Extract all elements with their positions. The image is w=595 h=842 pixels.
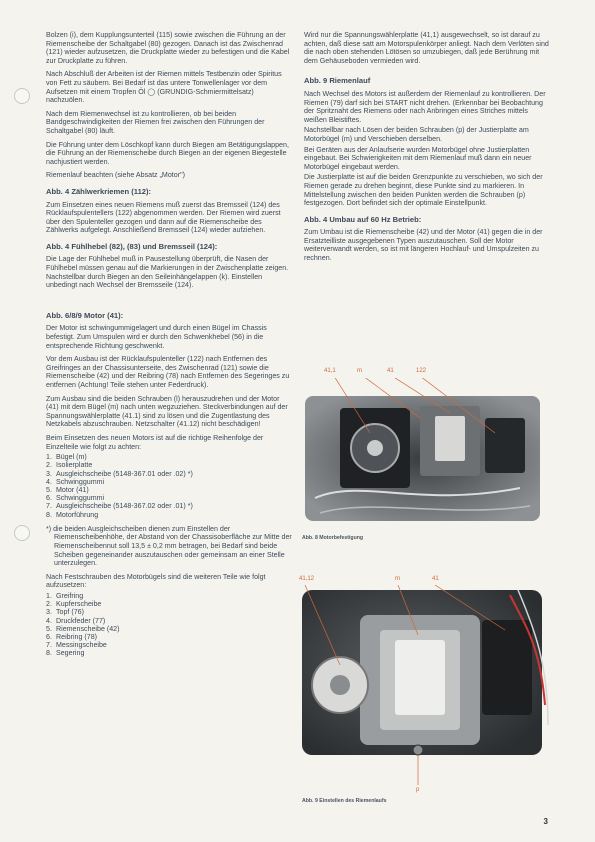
parts-list-assembly (46, 592, 292, 658)
motor-mount-photo (300, 378, 550, 528)
figure-label: m (395, 576, 400, 582)
footnote: *) die beiden Ausgleichscheiben dienen zum Einstellen der Riemenscheibenhöhe, der Abstand von der Chassisoberfläche zur Mitte der Riemenscheibennut soll 13,5 ± 0,2 mm betragen, bei Bedarf sind beide Scheiben gegeneinander auszutauschen oder gemeinsam an einer Stelle unterzulegen. (46, 524, 292, 568)
list-item: 7. Messingscheibe (46, 641, 107, 650)
paragraph: Zum Einsetzen eines neuen Riemens muß zuerst das Bremsseil (124) des Rücklaufspulentellers (122) abgenommen werden. Der Riemen wird zuerst über den Spulenteller gezogen und dann auf die Riemenscheibe des Zählwerks aufgelegt. Anschließend Bremsseil (124) wieder aufziehen. (46, 200, 281, 235)
list-item: 1. Bügel (m) (46, 453, 87, 462)
right-column (304, 31, 550, 268)
paragraph: Wird nur die Spannungswählerplatte (41,1) ausgewechselt, so ist darauf zu achten, daß diese satt am Motorspulenkörper anliegt. Nach dem Verlöten sind die nach oben stehenden Lötösen so umzubiegen, daß jede Berührung mit dem Gehäuseboden vermieden wird. (304, 31, 549, 65)
figure-caption: Abb. 9 Einstellen des Riemenlaufs (302, 798, 387, 804)
section-heading: Abb. 4 Zählwerkriemen (112): (46, 186, 152, 196)
paragraph: Vor dem Ausbau ist der Rücklaufspulenteller (122) nach Entfernen des Greifringes an der Chassisunterseite, des Zwischenrad (121) sowie die Riemenscheibe (42) und der Reibring (78) nach Entfernen des Segeringes zu entfernen (Achtung! Teile stehen unter Federdruck). (46, 355, 290, 389)
list-item: 3. Ausgleichscheibe (5148-367.01 oder .02) *) (46, 469, 193, 478)
paragraph: Die Justierplatte ist auf die beiden Grenzpunkte zu verschieben, wo sich der Riemen gerade zu drehen beginnt, diese Punkte sind zu markieren. In Mittelstellung zwischen den beiden Punkten werden die Schrauben (p) festgezogen. Dort befindet sich der optimale Einstellpunkt. (304, 173, 543, 208)
punch-hole (14, 525, 30, 541)
list-item: 6. Reibring (78) (46, 632, 98, 641)
paragraph: Die Lage der Fühlhebel muß in Pausestellung überprüft, die Nasen der Fühlhebel müssen genau auf die Markierungen in der Zwischenplatte zeigen. Nachstellbar durch Biegen an den Seileinhängelappen (k). Einstellen unbedingt nach Wechsel der Bremsseile (124). (46, 255, 289, 290)
section-heading: Abb. 9 Riemenlauf (304, 76, 371, 86)
list-item: 5. Motor (41) (46, 485, 89, 494)
list-item: 6. Schwinggummi (46, 494, 105, 503)
punch-hole (14, 88, 30, 104)
paragraph: Riemenlauf beachten (siehe Absatz „Motor") (46, 171, 185, 180)
page-number: 3 (543, 817, 548, 826)
paragraph: Bei Geräten aus der Anlaufserie wurden Motorbügel ohne Justierplatten eingebaut. Bei Schwierigkeiten mit dem Riemenlauf muß dann ein neuer Motorbügel eingebaut werden. (304, 145, 532, 171)
paragraph: Nach dem Riemenwechsel ist zu kontrollieren, ob bei beiden Bandgeschwindigkeiten der Riemen frei zwischen den Führungen der Schaltgabel (80) läuft. (46, 109, 265, 135)
figure-label: 41 (387, 368, 394, 374)
list-item: 1. Greifring (46, 591, 84, 600)
belt-adjustment-photo (300, 585, 550, 785)
paragraph: Bolzen (i), dem Kupplungsunterteil (115) sowie zwischen die Führung an der Riemenscheibe der Schaltgabel (80) gezogen. Danach ist das Zwischenrad (121) wieder aufzusetzen, die Druckplatte wieder zu befestigen und die Kabel zur Druckplatte zu führen. (46, 31, 290, 65)
parts-list-motor (46, 453, 292, 519)
figure-label: m (357, 368, 362, 374)
list-item: 4. Druckfeder (77) (46, 616, 106, 625)
list-item: 8. Motorführung (46, 510, 99, 519)
paragraph: Nach Wechsel des Motors ist außerdem der Riemenlauf zu kontrollieren. Der Riemen (79) darf sich bei START nicht drehen. (Erkennbar bei Beobachtung der Spritznaht des Riemens oder nach Anbringen eines Striches mittels weißen Bleistiftes. (304, 89, 546, 124)
paragraph: Zum Ausbau sind die beiden Schrauben (l) herauszudrehen und der Motor (41) mit dem Bügel (m) nach unten wegzuziehen. Steckverbindungen auf der Spannungswählerplatte (41.1) sind zu lösen und die Zugentlastung des Netzkabels abzuschrauben. Netzschalter (41.12) nicht beschädigen! (46, 394, 288, 429)
list-item: 4. Schwinggummi (46, 477, 105, 486)
list-item: 2. Isolierplatte (46, 461, 93, 470)
section-heading: Abb. 4 Umbau auf 60 Hz Betrieb: (304, 214, 422, 224)
figure-label: 41,1 (324, 368, 336, 374)
paragraph: Der Motor ist schwingummigelagert und durch einen Bügel im Chassis befestigt. Zum Umspulen wird er durch den Schwenkhebel (56) in die entsprechende Richtung geschwenkt. (46, 324, 267, 350)
list-item: 3. Topf (76) (46, 608, 84, 617)
paragraph: Beim Einsetzen des neuen Motors ist auf die richtige Reihenfolge der Einzelteile wie folgt zu achten: (46, 433, 264, 451)
list-item: 7. Ausgleichscheibe (5148-367.02 oder .01) *) (46, 502, 193, 511)
figure-caption: Abb. 8 Motorbefestigung (302, 535, 364, 541)
paragraph: Die Führung unter dem Löschkopf kann durch Biegen am Betätigungslappen, die Führung an der Riemenscheibe durch Biegen an der eigenen Biegestelle nachjustiert werden. (46, 140, 289, 166)
figure-label: 41 (432, 576, 439, 582)
section-heading: Abb. 4 Fühlhebel (82), (83) und Bremsseil (124): (46, 241, 218, 251)
section-heading: Abb. 6/8/9 Motor (41): (46, 310, 124, 320)
paragraph: Nachstellbar nach Lösen der beiden Schrauben (p) der Justierplatte am Motorbügel (m) und Verschieben derselben. (304, 126, 529, 143)
left-column (46, 31, 292, 664)
paragraph: Nach Abschluß der Arbeiten ist der Riemen mittels Testbenzin oder Spiritus von Fett zu säubern. Bei Bedarf ist das untere Tonwellenlager vor dem Aufsetzen mit einem Tropfen Öl ◯ (GRUNDIG-Schmiermittelsatz) nachzuölen. (46, 70, 282, 105)
list-item: 8. Segering (46, 649, 85, 658)
paragraph: Zum Umbau ist die Riemenscheibe (42) und der Motor (41) gegen die in der Ersatzteilliste ausgegebenen Typen auszutauschen. Soll der Motor weiterverwandt werden, so ist mit längeren Hochlauf- und Umspulzeiten zu rechnen. (304, 228, 543, 263)
list-item: 5. Riemenscheibe (42) (46, 624, 120, 633)
paragraph: Nach Festschrauben des Motorbügels sind die weiteren Teile wie folgt aufzusetzen: (46, 572, 266, 590)
figure-label: 41,12 (299, 576, 315, 582)
figure-label: p (416, 787, 420, 793)
list-item: 2. Kupferscheibe (46, 600, 102, 609)
figure-label: 122 (416, 368, 427, 374)
